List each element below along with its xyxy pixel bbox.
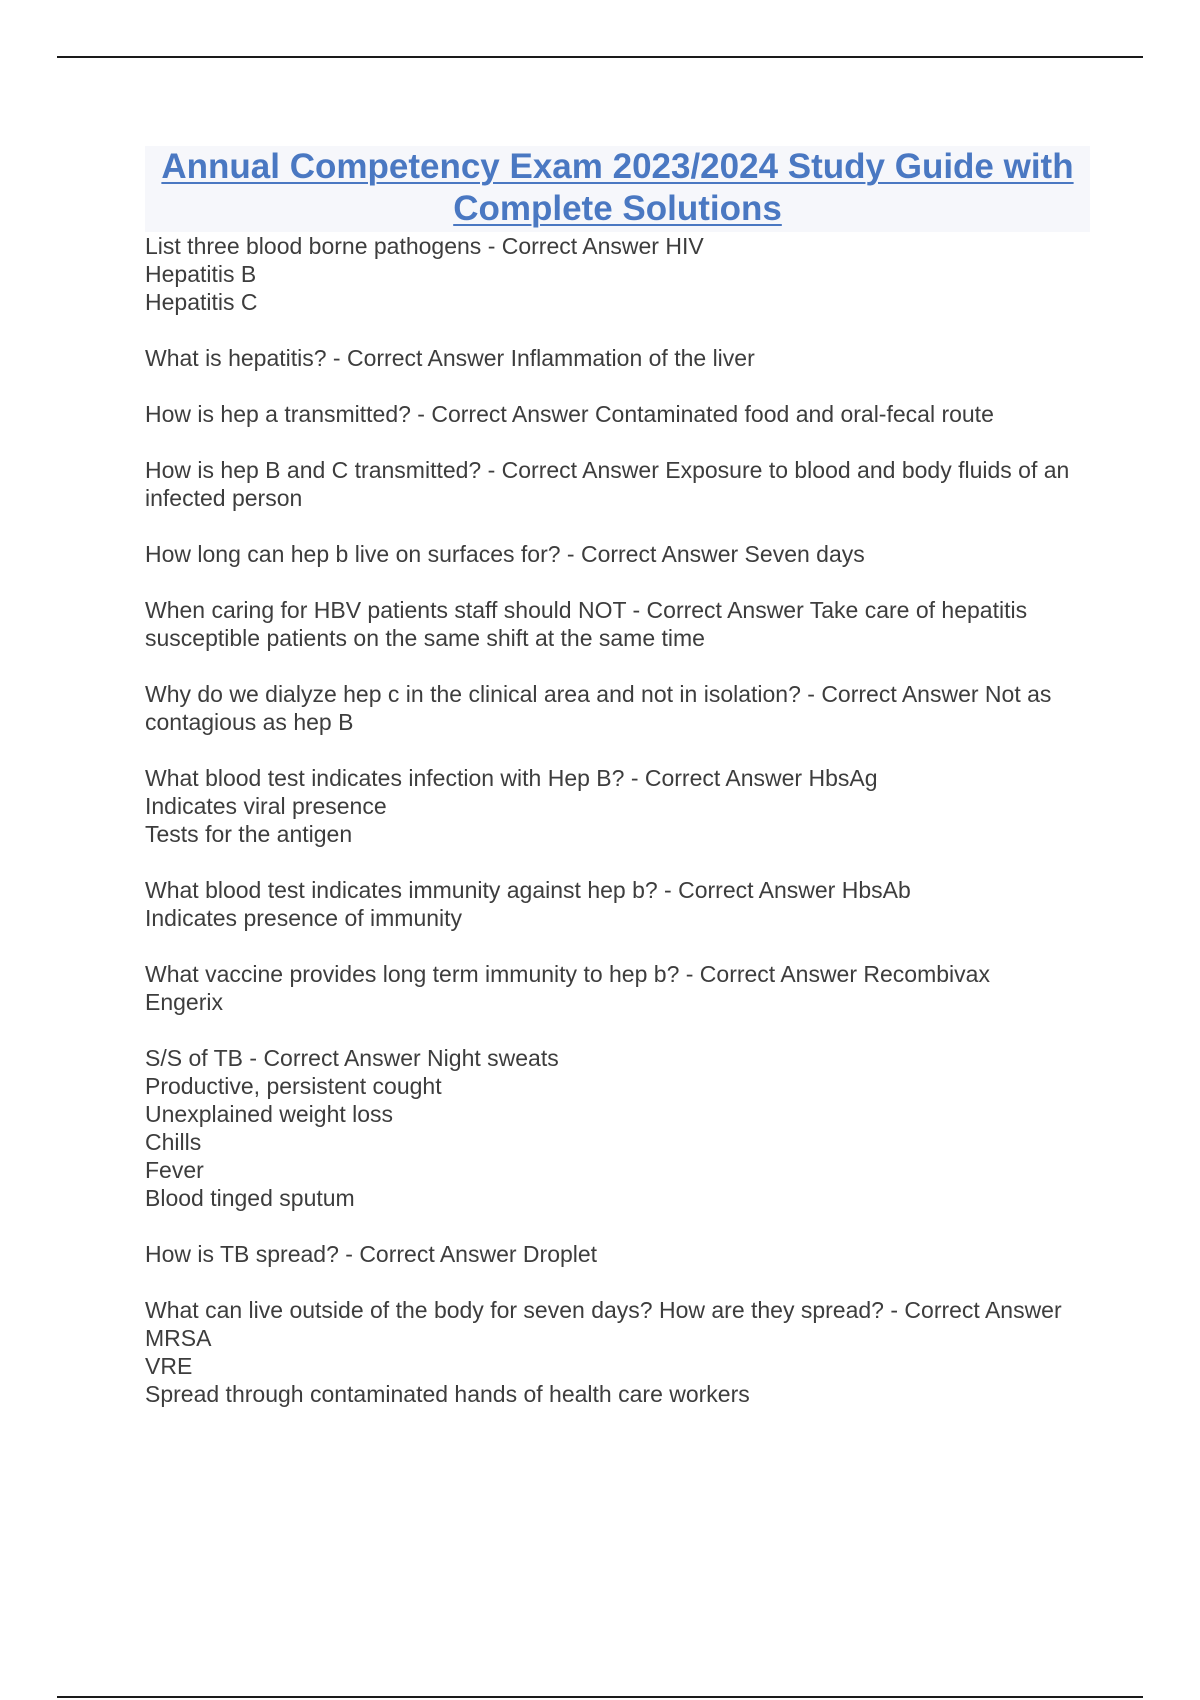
qa-question: Why do we dialyze hep c in the clinical area and not in isolation? - Correct Answer Not as contagious as hep B <box>145 681 1052 735</box>
qa-entry <box>145 1240 1090 1268</box>
qa-entry <box>145 596 1090 652</box>
title-block <box>145 146 1090 232</box>
bottom-divider <box>57 1696 1143 1698</box>
qa-entry <box>145 1296 1090 1408</box>
qa-answer-line: Fever <box>145 1157 204 1183</box>
qa-entry <box>145 456 1090 512</box>
qa-entry <box>145 764 1090 848</box>
qa-entry <box>145 876 1090 932</box>
qa-entry <box>145 232 1090 316</box>
qa-answer-line: VRE <box>145 1353 193 1379</box>
qa-question: S/S of TB - Correct Answer Night sweats <box>145 1045 559 1071</box>
qa-entry <box>145 680 1090 736</box>
qa-entry <box>145 540 1090 568</box>
qa-answer-line: Chills <box>145 1129 202 1155</box>
qa-answer-line: Indicates viral presence <box>145 793 387 819</box>
qa-question: What vaccine provides long term immunity to hep b? - Correct Answer Recombivax <box>145 961 990 987</box>
qa-question: List three blood borne pathogens - Correct Answer HIV <box>145 233 704 259</box>
qa-answer-line: Blood tinged sputum <box>145 1185 355 1211</box>
qa-question: What is hepatitis? - Correct Answer Inflammation of the liver <box>145 345 755 371</box>
document-title: Annual Competency Exam 2023/2024 Study Guide with Complete Solutions <box>161 147 1074 228</box>
qa-question: How is hep B and C transmitted? - Correct Answer Exposure to blood and body fluids of an infected person <box>145 457 1070 511</box>
qa-answer-line: Engerix <box>145 989 223 1015</box>
qa-answer-line: Spread through contaminated hands of health care workers <box>145 1381 750 1407</box>
qa-question: What blood test indicates infection with Hep B? - Correct Answer HbsAg <box>145 765 878 791</box>
qa-list <box>145 232 1090 1408</box>
qa-entry <box>145 400 1090 428</box>
qa-answer-line: Unexplained weight loss <box>145 1101 394 1127</box>
qa-entry <box>145 960 1090 1016</box>
qa-entry <box>145 344 1090 372</box>
qa-question: How is hep a transmitted? - Correct Answer Contaminated food and oral-fecal route <box>145 401 994 427</box>
qa-question: What blood test indicates immunity against hep b? - Correct Answer HbsAb <box>145 877 911 903</box>
qa-answer-line: Tests for the antigen <box>145 821 353 847</box>
qa-question: When caring for HBV patients staff should NOT - Correct Answer Take care of hepatitis susceptible patients on the same shift at the same time <box>145 597 1028 651</box>
qa-entry <box>145 1044 1090 1212</box>
qa-answer-line: Productive, persistent cought <box>145 1073 442 1099</box>
qa-question: How is TB spread? - Correct Answer Droplet <box>145 1241 598 1267</box>
qa-answer-line: Indicates presence of immunity <box>145 905 463 931</box>
qa-answer-line: Hepatitis B <box>145 261 257 287</box>
qa-question: What can live outside of the body for seven days? How are they spread? - Correct Answer MRSA <box>145 1297 1062 1351</box>
document-body <box>145 146 1090 1436</box>
top-divider <box>57 56 1143 58</box>
qa-answer-line: Hepatitis C <box>145 289 258 315</box>
qa-question: How long can hep b live on surfaces for? - Correct Answer Seven days <box>145 541 865 567</box>
